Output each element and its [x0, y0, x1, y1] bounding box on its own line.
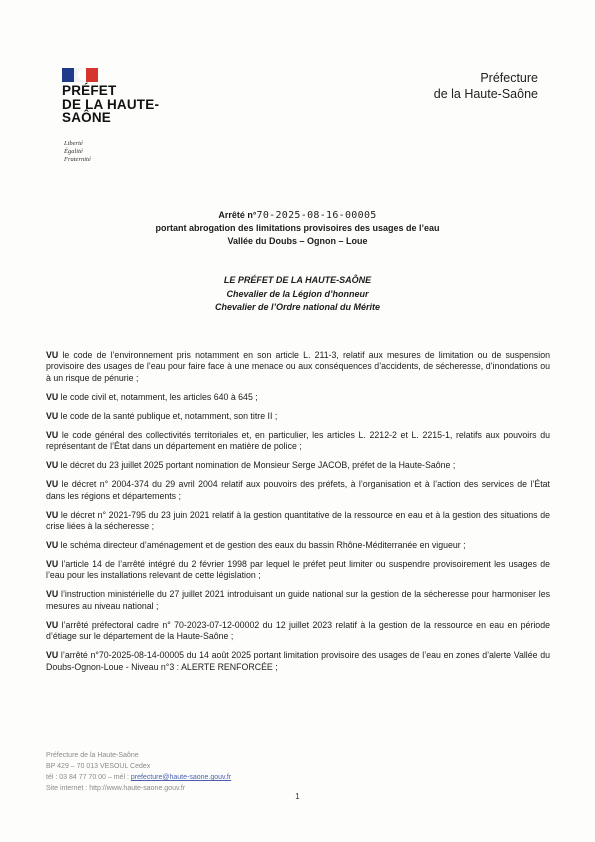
visa-paragraph [46, 559, 550, 582]
arrete-number-handwritten: 70-2025-08-16-00005 [256, 210, 377, 221]
vu-label: VU [46, 540, 59, 551]
prefet-name-line: LE PRÉFET DE LA HAUTE-SAÔNE [223, 275, 372, 285]
republic-motto [64, 140, 91, 164]
prefet-honor-line: Chevalier de la Légion d’honneur [226, 288, 369, 299]
arrete-subtitle [0, 222, 595, 248]
footer-email-link[interactable]: prefecture@haute-saone.gouv.fr [130, 774, 232, 781]
visa-paragraph [46, 479, 550, 502]
visa-text: l’instruction ministérielle du 27 juillet 2021 introduisant un guide national sur la gestion de la sécheresse pour harmoniser les mesures au niveau national ; [46, 589, 550, 611]
visa-text: le code de la santé publique et, notamment, son titre II ; [58, 410, 278, 421]
prefet-title-line: DE LA HAUTE- [62, 96, 160, 112]
footer-contact-prefix: tél : 03 84 77 70 00 – mél : [46, 774, 131, 781]
footer-line: Préfecture de la Haute-Saône [46, 752, 139, 759]
visa-text: le code de l’environnement pris notamment en son article L. 211-3, relatif aux mesures de limitation ou de suspension provisoire des usages de l’eau pour faire face à une menace ou aux conséquences d’accidents, de sécheresse, d’inondations ou à un risque de pénurie ; [46, 350, 550, 383]
prefet-title-line: SAÔNE [62, 110, 112, 125]
vu-label: VU [46, 559, 59, 570]
prefecture-line: de la Haute-Saône [433, 87, 538, 101]
vu-label: VU [46, 429, 59, 440]
visa-paragraph [46, 350, 550, 384]
footer-line [46, 772, 231, 783]
marianne-icon [72, 68, 86, 82]
visa-paragraph [46, 620, 550, 643]
arrete-title [0, 210, 595, 221]
page-footer [46, 750, 231, 794]
visa-text: l’arrêté préfectoral cadre n° 70-2023-07-12-00002 du 12 juillet 2023 relatif à la gestion de la ressource en eau en période d’étiage sur le département de la Haute-Saône ; [46, 619, 550, 642]
visa-paragraph [46, 411, 550, 422]
visa-paragraph [46, 510, 550, 533]
prefecture-line: Préfecture [480, 71, 538, 85]
vu-label: VU [46, 460, 59, 471]
visa-text: l’article 14 de l’arrêté intégré du 2 février 1998 par lequel le préfet peut limiter ou suspendre provisoirement les usages de l’eau pour les installations relevant de cette législation ; [46, 559, 550, 581]
visa-paragraph [46, 540, 550, 551]
visa-paragraph [46, 430, 550, 453]
visa-paragraph [46, 460, 550, 471]
arrete-subtitle-line: Vallée du Doubs – Ognon – Loue [227, 236, 368, 246]
vu-label: VU [46, 589, 59, 600]
visa-paragraph [46, 589, 550, 612]
visa-paragraph [46, 392, 550, 403]
motto-line: Égalité [64, 148, 83, 155]
prefet-titles [0, 274, 595, 315]
flag-red-stripe [86, 68, 98, 82]
visas-list [46, 350, 550, 681]
vu-label: VU [46, 619, 59, 630]
prefecture-header [434, 70, 538, 102]
vu-label: VU [46, 650, 59, 661]
footer-line: BP 429 – 70 013 VESOUL Cedex [46, 763, 151, 770]
visa-text: le décret n° 2004-374 du 29 avril 2004 relatif aux pouvoirs des préfets, à l’organisation et à l’action des services de l’État dans les régions et départements ; [46, 479, 550, 501]
arrete-label: Arrêté n° [218, 210, 257, 220]
visa-text: le décret n° 2021-795 du 23 juin 2021 relatif à la gestion quantitative de la ressource en eau et à la gestion des situations de crise liées à la sécheresse ; [46, 509, 550, 532]
footer-line: Site internet : http://www.haute-saone.gouv.fr [46, 785, 186, 792]
vu-label: VU [46, 350, 59, 360]
vu-label: VU [46, 479, 59, 490]
page-number: 1 [295, 792, 300, 801]
vu-label: VU [46, 391, 59, 402]
motto-line: Fraternité [64, 156, 91, 163]
prefet-title [62, 84, 172, 125]
prefet-honor-line: Chevalier de l’Ordre national du Mérite [214, 302, 381, 312]
vu-label: VU [46, 509, 59, 520]
visa-text: le code civil et, notamment, les articles 640 à 645 ; [58, 391, 258, 402]
visa-text: le décret du 23 juillet 2025 portant nomination de Monsieur Serge JACOB, préfet de la Haute-Saône ; [58, 460, 456, 471]
arrete-subtitle-line: portant abrogation des limitations provisoires des usages de l’eau [155, 223, 440, 233]
visa-text: le schéma directeur d’aménagement et de gestion des eaux du bassin Rhône-Méditerranée en vigueur ; [58, 540, 466, 551]
motto-line: Liberté [64, 140, 83, 147]
visa-text: l’arrêté n°70-2025-08-14-00005 du 14 août 2025 portant limitation provisoire des usages de l’eau en zones d’alerte Vallée du Doubs-Ognon-Loue - Niveau n°3 : ALERTE RENFORCÉE ; [46, 650, 550, 672]
prefet-title-line: PRÉFET [62, 83, 117, 98]
visa-paragraph [46, 650, 550, 673]
vu-label: VU [46, 410, 59, 421]
visa-text: le code général des collectivités territoriales et, en particulier, les articles L. 2212-2 et L. 2215-1, relatifs aux pouvoirs du représentant de l’État dans un département en matière de police ; [46, 429, 550, 452]
